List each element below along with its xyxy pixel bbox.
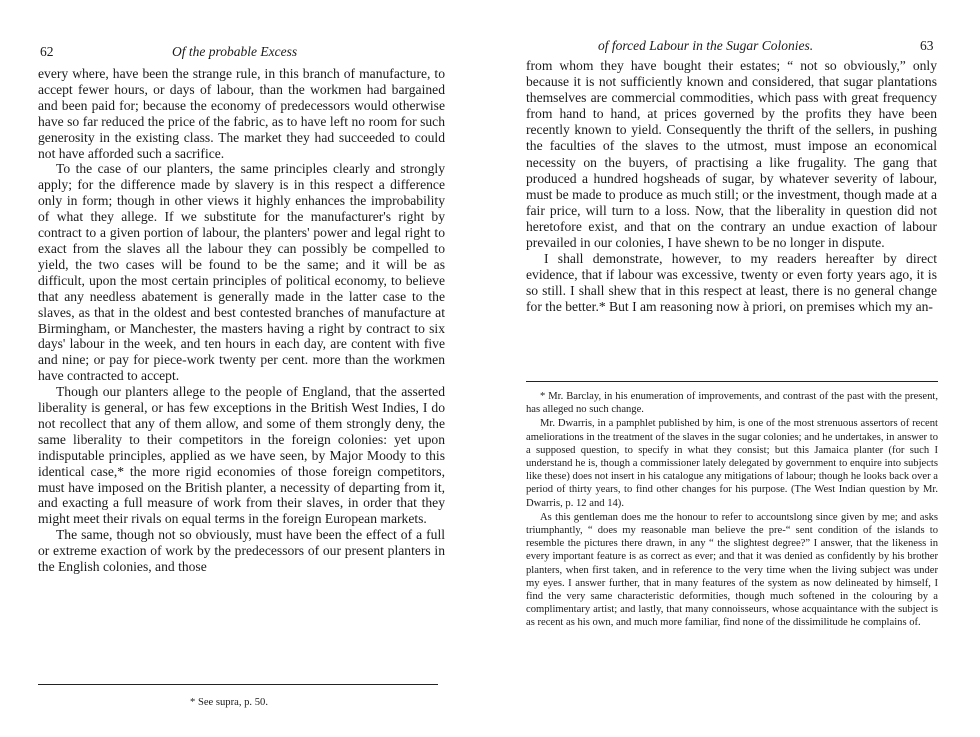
footnote: * Mr. Barclay, in his enumeration of improvements, and contrast of the past with the present, has alleged no such change.	[526, 391, 938, 416]
paragraph: To the case of our planters, the same principles clearly and strongly apply; for the difference made by slavery is in this respect a difference only in form; though in other views it highly enhances the improbability of what they allege. If we substitute for the manufacturer's right by contract to a given portion of labour, the planters' power and legal right to exact from the slaves all the labour they can possibly be compelled to yield, the two cases will be found to be the same; and it will be as difficult, upon the most certain principles of political economy, to believe that any needless abatement is generally made in the latter case to the slaves, as that in the oldest and best contested branches of manufacture at Birmingham, or Manchester, the masters having a right by contract to six days' labour in the week, and ten hours in each day, are content with five and nine; or pay for piece-work twenty per cent. more than the workmen have contracted to accept.	[38, 161, 445, 384]
running-head: of forced Labour in the Sugar Colonies.	[598, 38, 814, 53]
footnote-rule	[38, 684, 438, 685]
body-text	[526, 58, 937, 316]
paragraph: every where, have been the strange rule, in this branch of manufacture, to accept fewer hours, or days of labour, than the workmen had bargained and been paid for; because the economy of predecessors would otherwise have so far reduced the price of the fabric, as to have left no room for such generosity in the existing class. The market they had succeeded to could not have afforded such a sacrifice.	[38, 66, 445, 161]
footnote: * See supra, p. 50.	[190, 697, 268, 708]
paragraph: from whom they have bought their estates; “ not so obviously,” only because it is not sufficiently known and considered, that sugar plantations themselves are commercial commodities, which pass with great frequency from hand to hand, at prices governed by the profits they have been recently known to yield. Consequently the thrift of the sellers, in pushing the faculties of the slaves to the utmost, must impose an economical necessity on the buyers, of practising a like frugality. The gang that produced a hundred hogsheads of sugar, by whatever severity of labour, must be made to produce as much still; or the investment, though made at a fair price, will turn to a loss. Now, that the liberality in question did not heretofore exist, and that on the contrary an undue exaction of labour prevailed in our colonies, I have shewn to be no longer in dispute.	[526, 58, 937, 251]
footnote: As this gentleman does me the honour to refer to accountslong since given by me; and asks triumphantly, “ does my reasonable man believe the pre-“ sent condition of the islands to resemble the pictures there drawn, in any “ the slightest degree?” I answer, that the likeness in every important feature is as correct as ever; and that it was denied as confidently by his brother planters, when first taken, and in reference to the very time when the living subject was under my eyes. I answer further, that in many features of the system as now delineated by himself, I find the very same characteristic deformities, though much softened in the colouring by a complimentary artist; and lastly, that many connoisseurs, whose acquaintance with the subject is as recent as his own, and much more familiar, find none of the dissimilitude he complains of.	[526, 511, 938, 629]
running-head: Of the probable Excess	[172, 44, 298, 59]
footnote: Mr. Dwarris, in a pamphlet published by him, is one of the most strenuous assertors of recent ameliorations in the treatment of the slaves in the sugar colonies; and he undertakes, in answer to a supposed question, to specify in what they consist; but this Jamaica planter (for such I understand he is, though a commissioner lately delegated by government to enquire into subjects like these) does not insert in his catalogue any mitigations of labour; though he looks back over a period of thirty years, to find other changes for his purpose. (The West Indian question by Mr. Dwarris, p. 12 and 14).	[526, 418, 938, 509]
paragraph: I shall demonstrate, however, to my readers hereafter by direct evidence, that if labour was excessive, twenty or even forty years ago, it is so still. I shall shew that in this respect at least, there is no general change for the better.* But I am reasoning now à priori, on premises which my an-	[526, 251, 937, 315]
body-text	[38, 66, 445, 575]
right-page	[490, 0, 980, 737]
page-number: 63	[920, 38, 934, 53]
footnotes	[526, 390, 938, 631]
footnote-rule	[526, 381, 938, 382]
page-number: 62	[40, 44, 54, 59]
paragraph: Though our planters allege to the people of England, that the asserted liberality is general, or has few exceptions in the British West Indies, I do not recollect that any of them allow, and some of them strongly deny, the same liberality to their competitors in the foreign colonies: yet upon indisputable principles, applied as we have seen, by Major Moody to this identical case,* the more rigid economies of those foreign competitors, must have imposed on the British planter, a necessity of departing from it, and exacting a full measure of work from their slaves, in order that they might meet their rivals on equal terms in the foreign European markets.	[38, 384, 445, 527]
paragraph: The same, though not so obviously, must have been the effect of a full or extreme exaction of work by the predecessors of our present planters in the English colonies, and those	[38, 527, 445, 575]
